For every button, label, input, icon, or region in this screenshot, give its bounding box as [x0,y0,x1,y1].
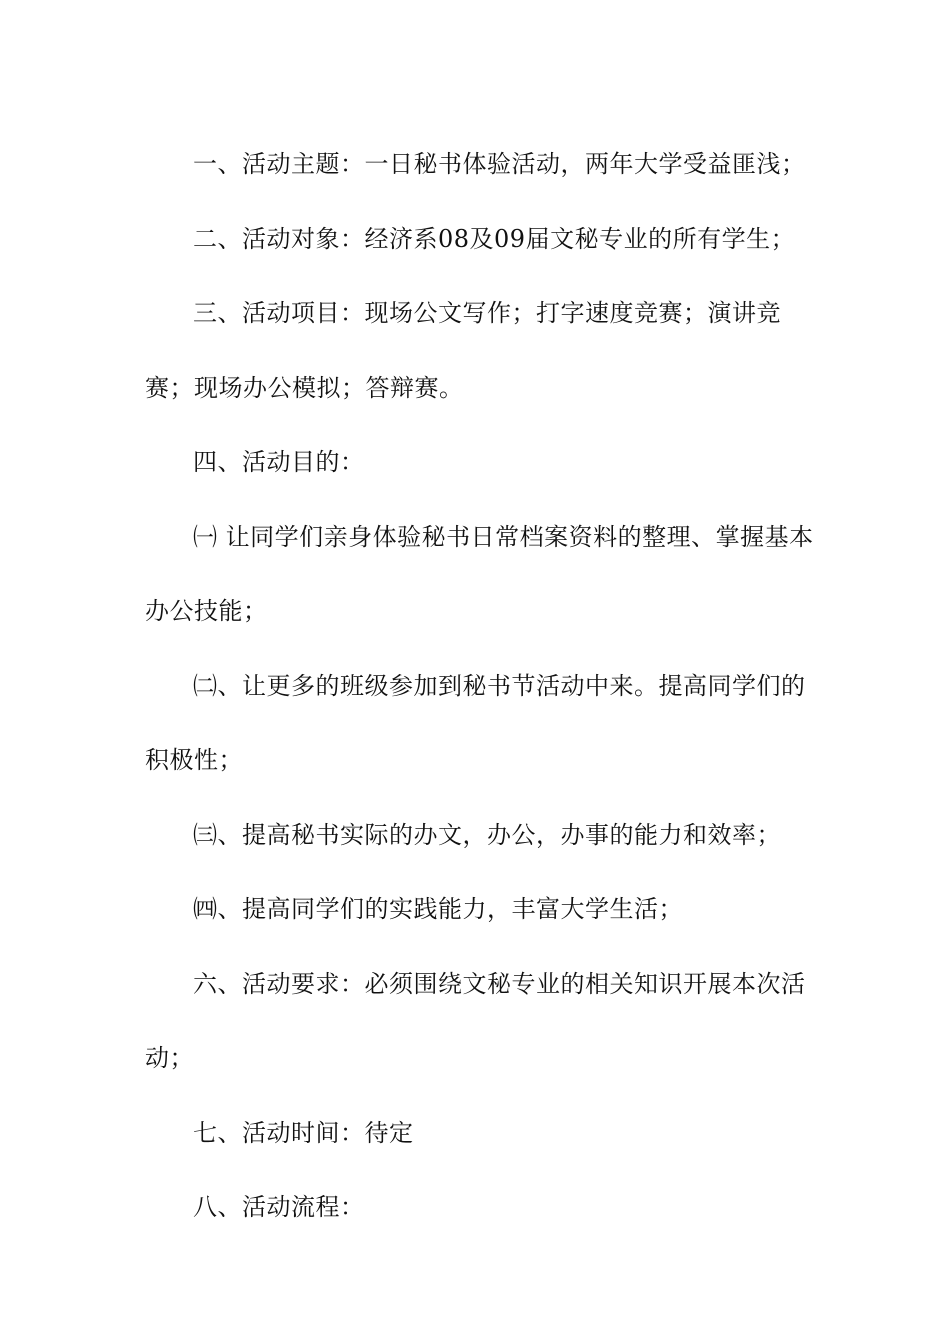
paragraph-purpose-3: ㈢、提高秘书实际的办文，办公，办事的能力和效率； [193,820,781,849]
paragraph-theme: 一、活动主题：一日秘书体验活动，两年大学受益匪浅； [193,150,806,178]
paragraph-requirements: 六、活动要求：必须围绕文秘专业的相关知识开展本次活动； [145,969,806,1072]
paragraph-process: 八、活动流程： [193,1193,365,1221]
paragraph-purpose-heading: 四、活动目的： [193,448,365,476]
paragraph-purpose-4: ㈣、提高同学们的实践能力，丰富大学生活； [193,895,683,923]
paragraph-purpose-1: ㈠ 让同学们亲身体验秘书日常档案资料的整理、掌握基本办公技能； [145,522,814,625]
paragraph-purpose-2: ㈡、让更多的班级参加到秘书节活动中来。提高同学们的积极性； [145,671,806,774]
document-body [145,127,825,1245]
paragraph-audience: 二、活动对象：经济系08及09届文秘专业的所有学生； [193,224,796,253]
paragraph-time: 七、活动时间：待定 [193,1118,414,1147]
paragraph-items: 三、活动项目：现场公文写作；打字速度竞赛；演讲竞赛；现场办公模拟；答辩赛。 [145,299,781,402]
